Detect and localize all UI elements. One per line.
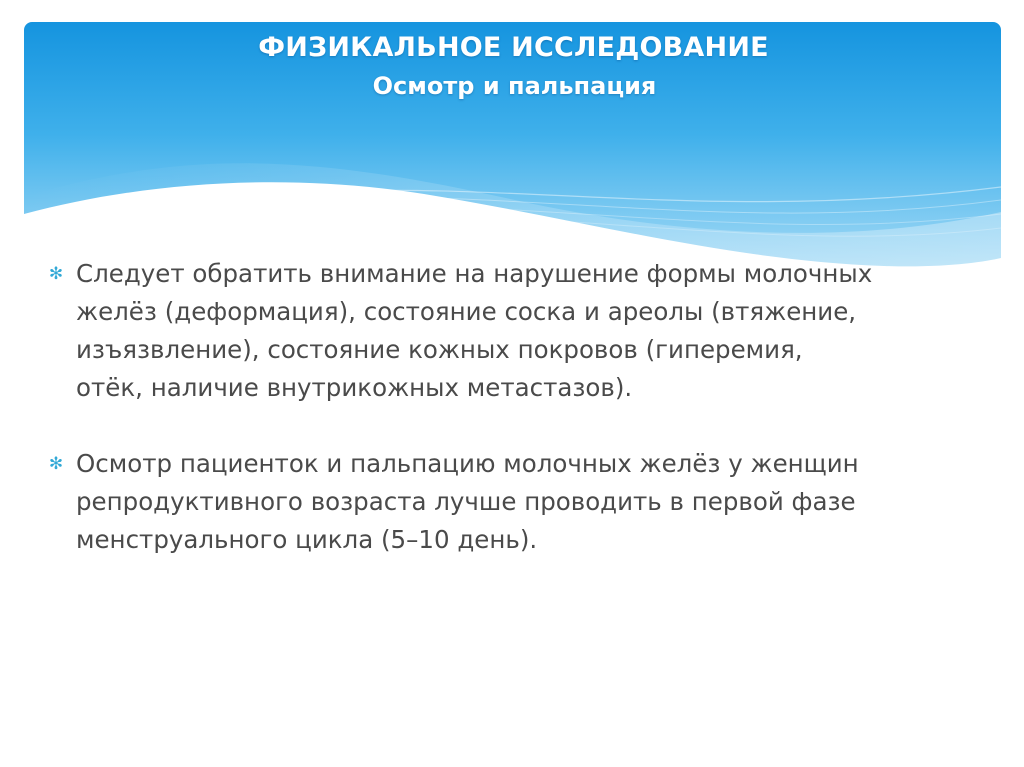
bullet-line: репродуктивного возраста лучше проводить в первой фазе <box>76 487 856 516</box>
bullet-line: изъязвление), состояние кожных покровов (гиперемия, <box>76 335 803 364</box>
page-title: ФИЗИКАЛЬНОЕ ИССЛЕДОВАНИЕ <box>258 32 769 63</box>
bullet-list <box>44 255 994 559</box>
bullet-line: Следует обратить внимание на нарушение формы молочных <box>76 259 873 288</box>
bullet-line: отёк, наличие внутрикожных метастазов). <box>76 373 633 402</box>
bullet-line: Осмотр пациенток и пальпацию молочных желёз у женщин <box>76 449 859 478</box>
page-subtitle: Осмотр и пальпация <box>372 72 657 100</box>
bullet-item <box>44 255 994 407</box>
bullet-line: желёз (деформация), состояние соска и ареолы (втяжение, <box>76 297 857 326</box>
bullet-item <box>44 445 994 559</box>
title-block <box>24 30 1001 106</box>
asterisk-bullet-icon: ✻ <box>48 454 64 474</box>
bullet-line: менструального цикла (5–10 день). <box>76 525 538 554</box>
asterisk-bullet-icon: ✻ <box>48 264 64 284</box>
